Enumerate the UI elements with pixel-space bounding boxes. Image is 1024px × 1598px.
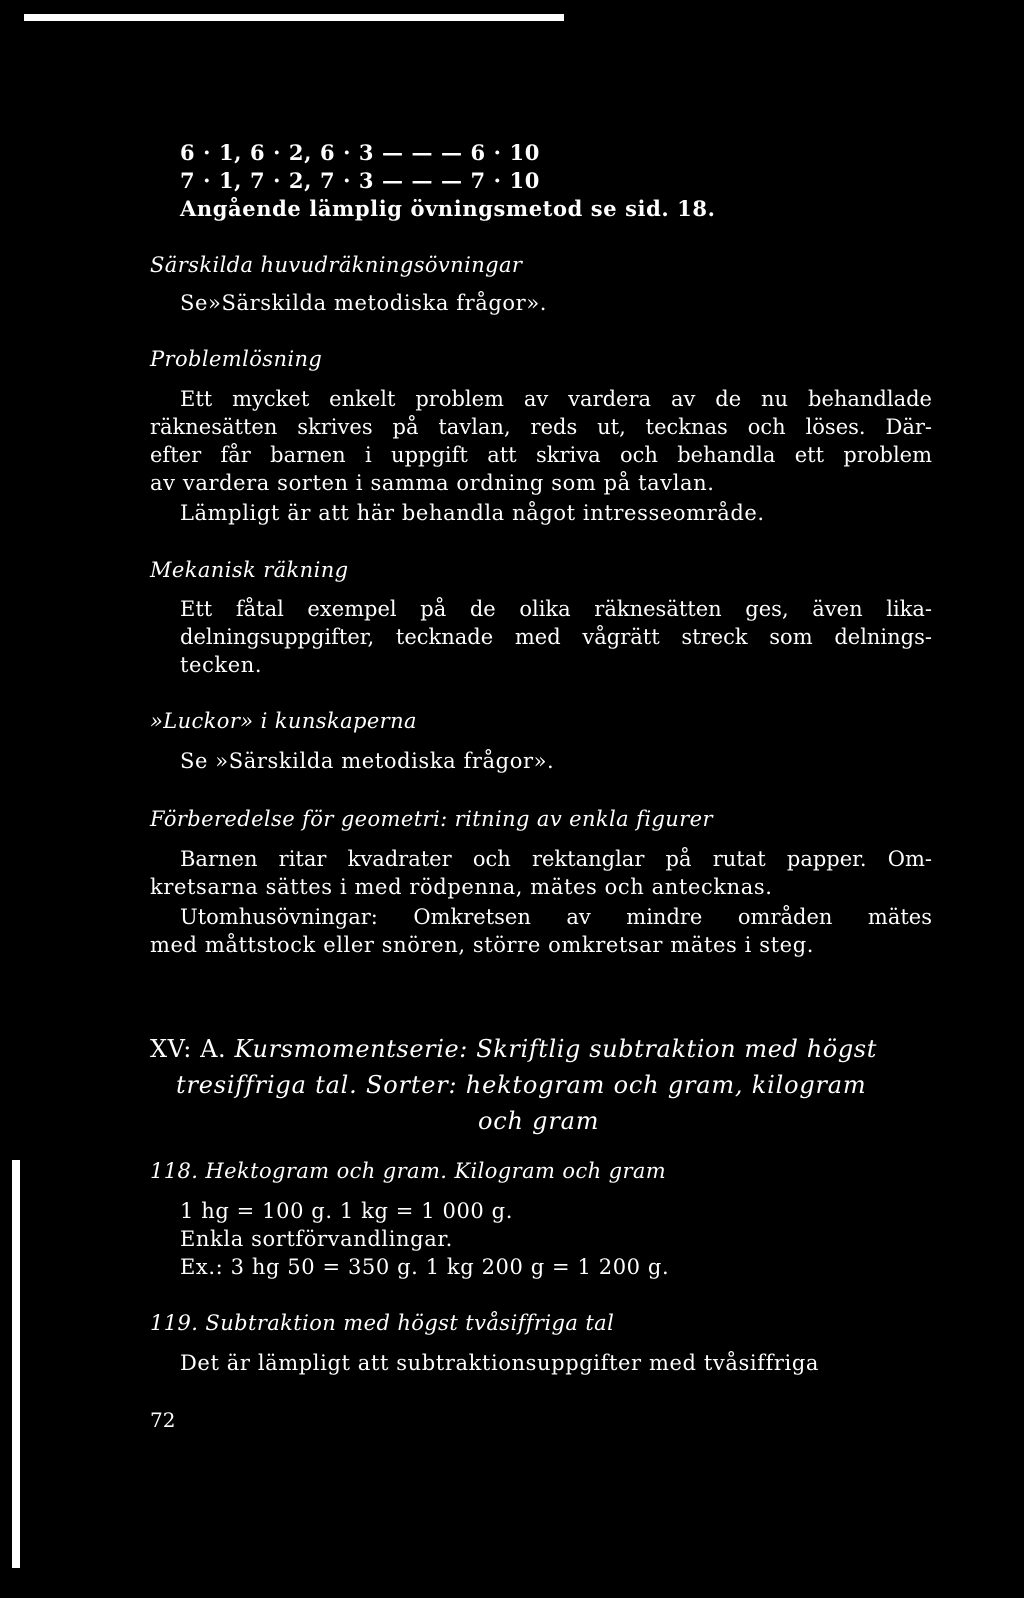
paragraph-line: Ett mycket enkelt problem av vardera av de nu behandlade — [180, 387, 932, 411]
series-title-line-1 — [150, 1034, 877, 1064]
item-119-heading: 119. Subtraktion med högst tvåsiffriga tal — [150, 1311, 615, 1335]
section-heading-problem: Problemlösning — [150, 347, 323, 371]
table-line: 6 · 1, 6 · 2, 6 · 3 — — — 6 · 10 — [180, 140, 540, 165]
method-note: Angående lämplig övningsmetod se sid. 18. — [180, 196, 716, 221]
section-text-luckor: Se »Särskilda metodiska frågor». — [180, 749, 555, 773]
paragraph-line: Utomhusövningar: Omkretsen av mindre områden mätes — [180, 905, 932, 929]
series-prefix: XV: A. — [150, 1035, 227, 1063]
paragraph-line: Ett fåtal exempel på de olika räknesätten ges, även lika- — [180, 597, 932, 621]
paragraph-line: kretsarna sättes i med rödpenna, mätes och antecknas. — [150, 875, 773, 899]
item-119-line: Det är lämpligt att subtraktionsuppgifter med tvåsiffriga — [180, 1351, 819, 1375]
page-number: 72 — [150, 1408, 176, 1432]
item-118-heading: 118. Hektogram och gram. Kilogram och gram — [150, 1159, 667, 1183]
section-heading-mekanisk: Mekanisk räkning — [150, 558, 349, 582]
paragraph-line: med måttstock eller snören, större omkretsar mätes i steg. — [150, 933, 815, 957]
section-heading-geometri: Förberedelse för geometri: ritning av enkla figurer — [150, 807, 713, 831]
series-title-line-2: tresiffriga tal. Sorter: hektogram och gram, kilogram — [176, 1071, 867, 1099]
item-118-line: 1 hg = 100 g. 1 kg = 1 000 g. — [180, 1199, 513, 1223]
paragraph-line: av vardera sorten i samma ordning som på tavlan. — [150, 471, 715, 495]
table-line: 7 · 1, 7 · 2, 7 · 3 — — — 7 · 10 — [180, 168, 540, 193]
section-text-sarskilda: Se»Särskilda metodiska frågor». — [180, 291, 548, 315]
paragraph-line: Lämpligt är att här behandla något intresseområde. — [180, 501, 765, 525]
left-margin-rule — [12, 1160, 20, 1568]
paragraph-line: Barnen ritar kvadrater och rektanglar på rutat papper. Om- — [180, 847, 932, 871]
paragraph-line: räknesätten skrives på tavlan, reds ut, tecknas och löses. Där- — [150, 415, 932, 439]
item-118-line: Ex.: 3 hg 50 = 350 g. 1 kg 200 g = 1 200 g. — [180, 1255, 670, 1279]
series-title-line-3: och gram — [478, 1107, 600, 1135]
section-heading-sarskilda: Särskilda huvudräkningsövningar — [150, 253, 523, 277]
paragraph-line: tecken. — [180, 653, 263, 677]
section-heading-luckor: »Luckor» i kunskaperna — [150, 709, 417, 733]
top-border-bar — [24, 14, 564, 21]
paragraph-line: delningsuppgifter, tecknade med vågrätt streck som delnings- — [180, 625, 932, 649]
paragraph-line: efter får barnen i uppgift att skriva och behandla ett problem — [150, 443, 932, 467]
series-title: Kursmomentserie: Skriftlig subtraktion med högst — [234, 1035, 877, 1063]
item-118-line: Enkla sortförvandlingar. — [180, 1227, 453, 1251]
